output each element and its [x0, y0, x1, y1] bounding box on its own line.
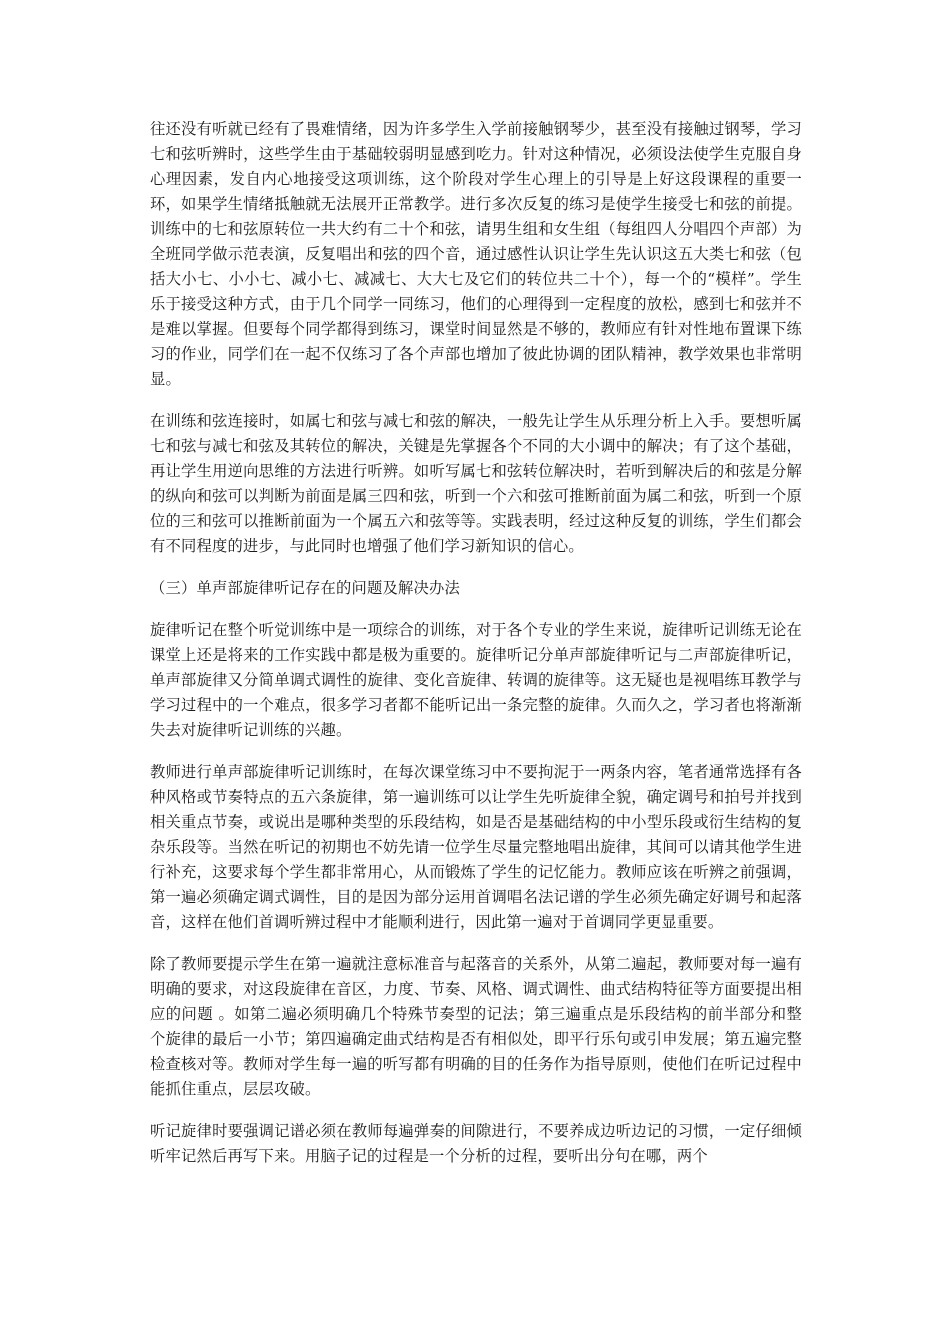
paragraph-each-pass-requirements: 除了教师要提示学生在第一遍就注意标准音与起落音的关系外，从第二遍起，教师要对每一遍有明确的要求，对这段旋律在音区，力度、节奏、风格、调式调性、曲式结构特征等方面要提出相应的问题 。如第二遍必须明确几个特殊节奏型的记法；第三遍重点是乐段结构的前半部分和整个旋律的最后一小节；第四遍确定曲式结构是否有相似处，即平行乐句或引申发展；第五遍完整检查核对等。教师对学生每一遍的听写都有明确的目的任务作为指导原则，使他们在听记过程中能抓住重点，层层攻破。 — [150, 955, 802, 1098]
paragraph-memorize-then-write: 听记旋律时要强调记谱必须在教师每遍弹奏的间隙进行，不要养成边听边记的习惯，一定仔细倾听牢记然后再写下来。用脑子记的过程是一个分析的过程，要听出分句在哪，两个 — [150, 1122, 802, 1165]
section-heading: （三）单声部旋律听记存在的问题及解决办法 — [150, 579, 460, 597]
paragraph-melody-dictation-intro: 旋律听记在整个听觉训练中是一项综合的训练，对于各个专业的学生来说，旋律听记训练无论在课堂上还是将来的工作实践中都是极为重要的。旋律听记分单声部旋律听记与二声部旋律听记，单声部旋律又分简单调式调性的旋律、变化音旋律、转调的旋律等。这无疑也是视唱练耳教学与学习过程中的一个难点，很多学习者都不能听记出一条完整的旋律。久而久之，学习者也将渐渐失去对旋律听记训练的兴趣。 — [150, 621, 802, 739]
paragraph-teacher-method: 教师进行单声部旋律听记训练时，在每次课堂练习中不要拘泥于一两条内容，笔者通常选择有各种风格或节奏特点的五六条旋律，第一遍训练可以让学生先听旋律全貌，确定调号和拍号并找到相关重点节奏，或说出是哪种类型的乐段结构，如是否是基础结构的中小型乐段或衍生结构的复杂乐段等。当然在听记的初期也不妨先请一位学生尽量完整地唱出旋律，其间可以请其他学生进行补充，这要求每个学生都非常用心，从而锻炼了学生的记忆能力。教师应该在听辨之前强调，第一遍必须确定调式调性，目的是因为部分运用首调唱名法记谱的学生必须先确定好调号和起落音，这样在他们首调听辨过程中才能顺利进行，因此第一遍对于首调同学更显重要。 — [150, 763, 802, 931]
paragraph-chord-progression: 在训练和弦连接时，如属七和弦与减七和弦的解决，一般先让学生从乐理分析上入手。要想听属七和弦与减七和弦及其转位的解决，关键是先掌握各个不同的大小调中的解决；有了这个基础，再让学生用逆向思维的方法进行听辨。如听写属七和弦转位解决时，若听到解决后的和弦是分解的纵向和弦可以判断为前面是属三四和弦，听到一个六和弦可推断前面为属二和弦，听到一个原位的三和弦可以推断前面为一个属五六和弦等等。实践表明，经过这种反复的训练，学生们都会有不同程度的进步，与此同时也增强了他们学习新知识的信心。 — [150, 412, 802, 555]
paragraph-seventh-chords: 往还没有听就已经有了畏难情绪，因为许多学生入学前接触钢琴少，甚至没有接触过钢琴，学习七和弦听辨时，这些学生由于基础较弱明显感到吃力。针对这种情况，必须设法使学生克服自身心理因素，发自内心地接受这项训练，这个阶段对学生心理上的引导是上好这段课程的重要一环，如果学生情绪抵触就无法展开正常教学。进行多次反复的练习是使学生接受七和弦的前提。训练中的七和弦原转位一共大约有二十个和弦，请男生组和女生组（每组四人分唱四个声部）为全班同学做示范表演，反复唱出和弦的四个音，通过感性认识让学生先认识这五大类七和弦（包括大小七、小小七、减小七、减减七、大大七及它们的转位共二十个），每一个的“模样”。学生乐于接受这种方式，由于几个同学一同练习，他们的心理得到一定程度的放松，感到七和弦并不是难以掌握。但要每个同学都得到练习，课堂时间显然是不够的，教师应有针对性地布置课下练习的作业，同学们在一起不仅练习了各个声部也增加了彼此协调的团队精神，教学效果也非常明显。 — [150, 120, 802, 388]
document-body — [150, 117, 802, 1186]
